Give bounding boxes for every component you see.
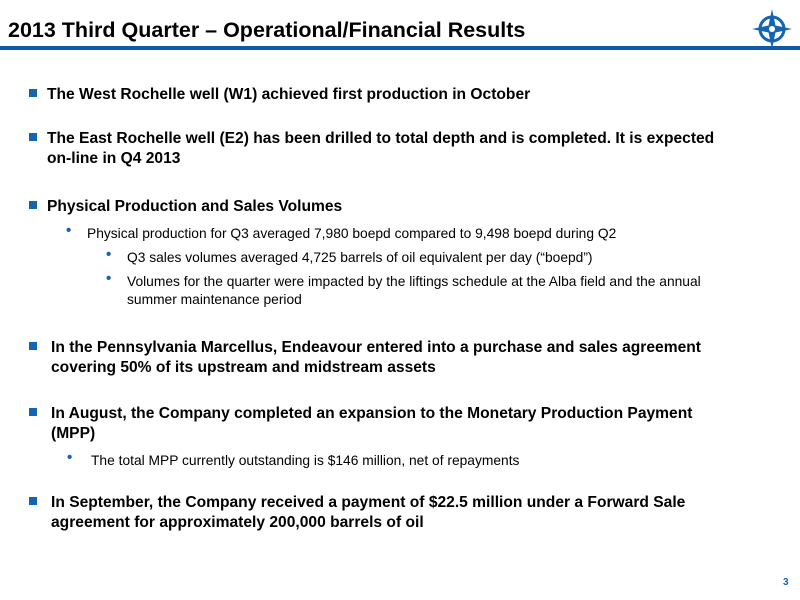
bullet-text: The West Rochelle well (W1) achieved first production in October [47, 86, 531, 103]
square-bullet-icon [29, 408, 37, 416]
bullet-text: Volumes for the quarter were impacted by the liftings schedule at the Alba field and the annual summer maintenance period [127, 274, 701, 307]
square-bullet-icon [29, 89, 37, 97]
bullet-text: The East Rochelle well (E2) has been drilled to total depth and is completed. It is expected on-line in Q4 2013 [47, 130, 715, 167]
dot-bullet-icon: • [106, 246, 112, 263]
bullet-text: Physical production for Q3 averaged 7,980 boepd compared to 9,498 boepd during Q2 [87, 226, 617, 241]
bullet-text: The total MPP currently outstanding is $146 million, net of repayments [91, 453, 520, 468]
dot-bullet-icon: • [66, 222, 72, 239]
page-number: 3 [783, 577, 789, 588]
bullet-text: In the Pennsylvania Marcellus, Endeavour entered into a purchase and sales agreement covering 50% of its upstream and midstream assets [51, 339, 701, 376]
bullet-text: Q3 sales volumes averaged 4,725 barrels of oil equivalent per day (“boepd”) [127, 250, 593, 265]
slide-title: 2013 Third Quarter – Operational/Financial Results [8, 18, 526, 42]
square-bullet-icon [29, 201, 37, 209]
dot-bullet-icon: • [106, 270, 112, 287]
bullet-text: In August, the Company completed an expansion to the Monetary Production Payment (MPP) [51, 405, 693, 442]
dot-bullet-icon: • [67, 449, 73, 466]
square-bullet-icon [29, 133, 37, 141]
square-bullet-icon [29, 342, 37, 350]
bullet-text: In September, the Company received a payment of $22.5 million under a Forward Sale agreement for approximately 200,000 barrels of oil [51, 494, 686, 531]
bullet-text: Physical Production and Sales Volumes [47, 198, 343, 215]
square-bullet-icon [29, 497, 37, 505]
